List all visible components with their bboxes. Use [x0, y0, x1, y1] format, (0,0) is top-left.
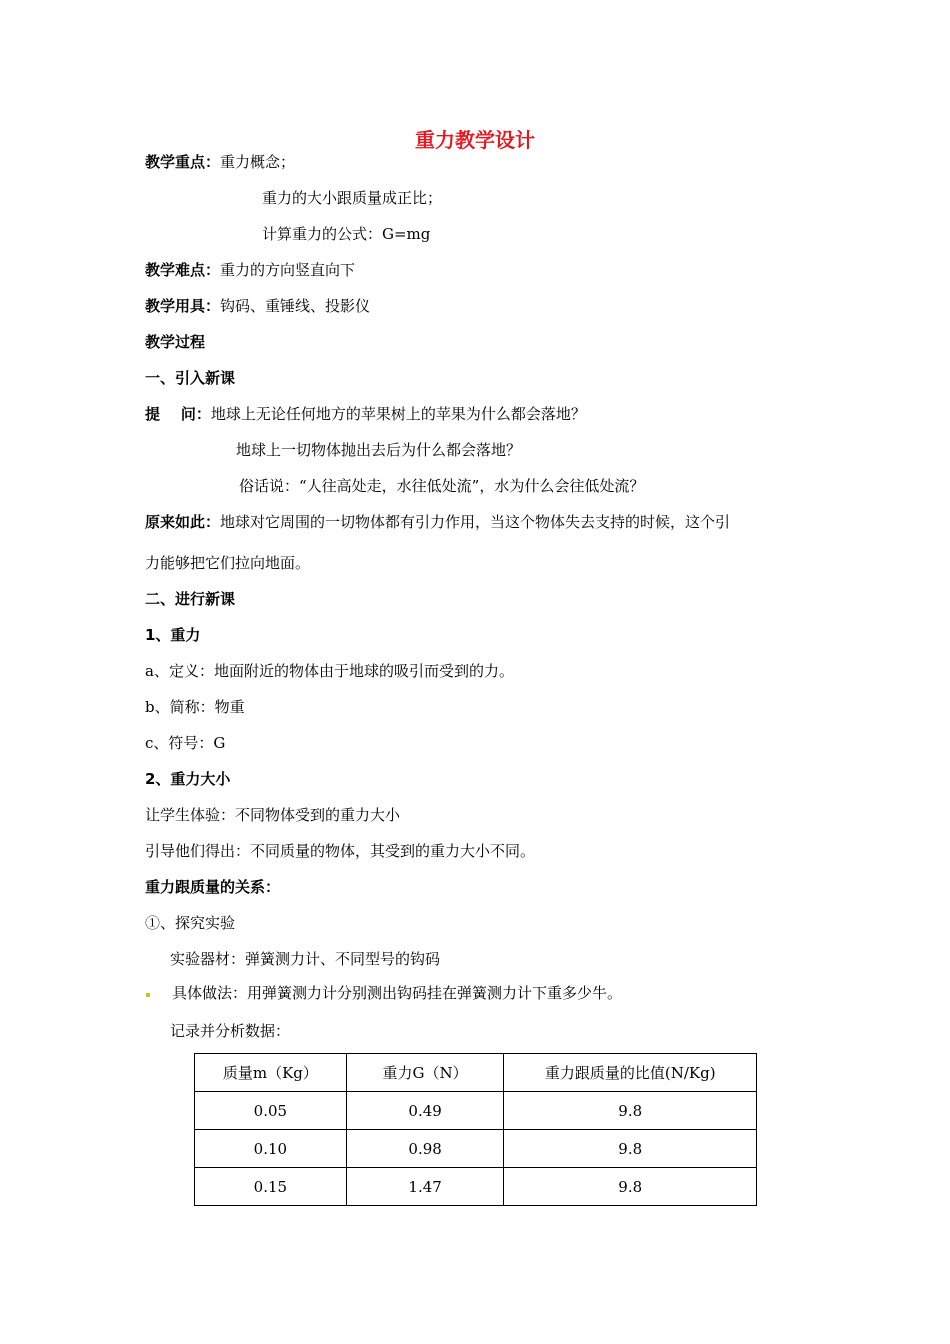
cell-mass: 0.05 — [195, 1092, 347, 1130]
tools-label: 教学用具： — [145, 297, 221, 315]
key-point-2: 重力的大小跟质量成正比； — [262, 189, 443, 207]
page-title: 重力教学设计 — [415, 128, 535, 152]
data-table — [194, 1053, 757, 1206]
symbol-item: c、符号：G — [145, 734, 226, 752]
key-points-label: 教学重点： — [145, 153, 221, 171]
answer-label: 原来如此： — [145, 513, 221, 531]
short-name-item: b、简称：物重 — [145, 698, 245, 716]
section1-heading: 一、引入新课 — [145, 369, 236, 387]
key-point-1: 重力概念； — [220, 153, 296, 171]
difficulty-text: 重力的方向竖直向下 — [220, 261, 356, 279]
experiment-heading: ①、探究实验 — [145, 914, 236, 932]
question-2: 地球上一切物体抛出去后为什么都会落地？ — [236, 441, 522, 459]
table-row — [195, 1092, 757, 1130]
definition-item: a、定义：地面附近的物体由于地球的吸引而受到的力。 — [145, 662, 514, 680]
table-row — [195, 1168, 757, 1206]
cell-gravity: 0.98 — [346, 1130, 504, 1168]
key-points-row — [145, 152, 295, 172]
cell-ratio: 9.8 — [504, 1130, 757, 1168]
tools-text: 钩码、重锤线、投影仪 — [220, 297, 371, 315]
cell-gravity: 1.47 — [346, 1168, 504, 1206]
question-row — [145, 404, 586, 424]
materials-line: 实验器材：弹簧测力计、不同型号的钩码 — [170, 950, 441, 968]
experience-line: 让学生体验：不同物体受到的重力大小 — [145, 806, 401, 824]
ask-label: 提 问： — [145, 405, 211, 423]
header-ratio: 重力跟质量的比值(N/Kg) — [504, 1054, 757, 1092]
cell-mass: 0.10 — [195, 1130, 347, 1168]
difficulty-label: 教学难点： — [145, 261, 221, 279]
answer-line-1: 地球对它周围的一切物体都有引力作用，当这个物体失去支持的时候，这个引 — [220, 513, 731, 531]
cell-ratio: 9.8 — [504, 1092, 757, 1130]
answer-line-2: 力能够把它们拉向地面。 — [145, 554, 311, 572]
record-line: 记录并分析数据： — [170, 1022, 291, 1040]
answer-row — [145, 512, 730, 532]
sub2-heading: 2、重力大小 — [145, 770, 231, 788]
tools-row — [145, 296, 370, 316]
cell-gravity: 0.49 — [346, 1092, 504, 1130]
sub1-heading: 1、重力 — [145, 626, 201, 644]
method-line: 具体做法：用弹簧测力计分别测出钩码挂在弹簧测力计下重多少牛。 — [172, 984, 623, 1002]
cell-mass: 0.15 — [195, 1168, 347, 1206]
edit-mark — [146, 993, 150, 997]
table-row — [195, 1130, 757, 1168]
header-gravity: 重力G（N） — [346, 1054, 504, 1092]
process-heading: 教学过程 — [145, 333, 206, 351]
difficulty-row — [145, 260, 355, 280]
relation-heading: 重力跟质量的关系： — [145, 878, 281, 896]
key-point-3: 计算重力的公式：G=mg — [262, 225, 431, 243]
guide-line: 引导他们得出：不同质量的物体，其受到的重力大小不同。 — [145, 842, 536, 860]
question-1: 地球上无论任何地方的苹果树上的苹果为什么都会落地？ — [210, 405, 586, 423]
section2-heading: 二、进行新课 — [145, 590, 236, 608]
cell-ratio: 9.8 — [504, 1168, 757, 1206]
table-header-row — [195, 1054, 757, 1092]
header-mass: 质量m（Kg） — [195, 1054, 347, 1092]
question-3: 俗话说：“人往高处走，水往低处流”，水为什么会往低处流？ — [239, 477, 645, 495]
